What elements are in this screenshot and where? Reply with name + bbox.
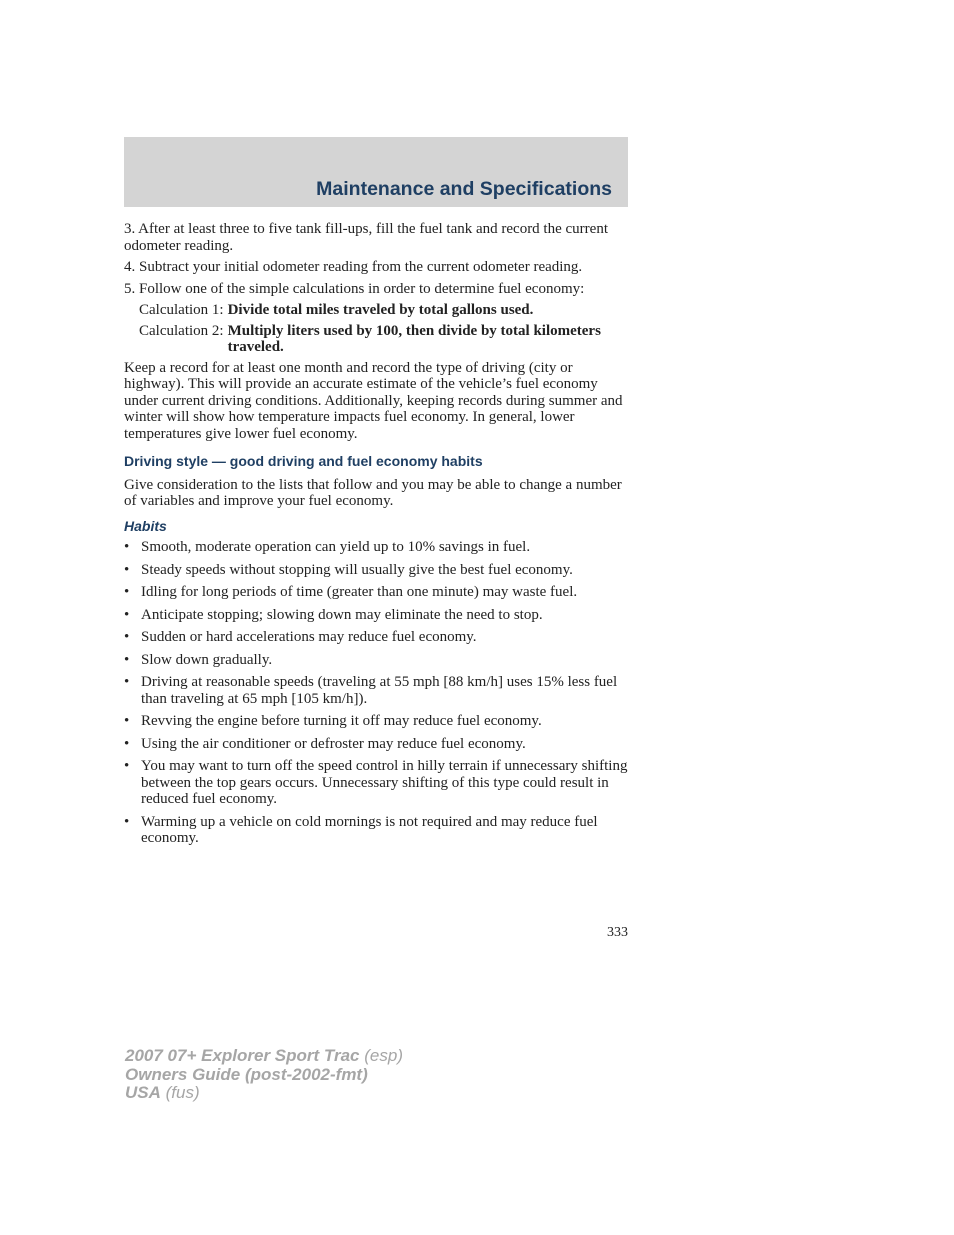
list-item [124, 736, 632, 753]
calculation-text: Multiply liters used by 100, then divide by total kilometers traveled. [227, 322, 601, 355]
list-item-text: You may want to turn off the speed control in hilly terrain if unnecessary shifting between the top gears occurs. Unnecessary shifting of this type could result in reduced fuel economy. [141, 758, 628, 807]
bullet-icon: • [124, 758, 130, 774]
footer-model: 2007 07+ Explorer Sport Trac [125, 1046, 360, 1065]
list-item [124, 713, 632, 730]
section-header-band [124, 137, 628, 207]
list-item-text: Idling for long periods of time (greater than one minute) may waste fuel. [141, 584, 578, 600]
bullet-icon: • [124, 629, 130, 645]
list-item-text: Steady speeds without stopping will usually give the best fuel economy. [141, 561, 573, 578]
list-item-text: Sudden or hard accelerations may reduce fuel economy. [141, 629, 477, 645]
section-intro: Give consideration to the lists that follow and you may be able to change a number of variables and improve your fuel economy. [124, 476, 622, 509]
step-5: 5. Follow one of the simple calculations in order to determine fuel economy: [124, 280, 585, 297]
footer-line-2 [125, 1066, 403, 1085]
list-item [124, 652, 632, 669]
calculation-text: Divide total miles traveled by total gallons used. [227, 302, 534, 318]
document-footer [125, 1047, 403, 1103]
footer-market: USA [125, 1083, 161, 1102]
list-item-text: Warming up a vehicle on cold mornings is not required and may reduce fuel economy. [141, 813, 598, 846]
list-item [124, 814, 632, 847]
footer-model-code: (esp) [364, 1046, 403, 1065]
list-item [124, 584, 632, 601]
bullet-icon: • [124, 606, 130, 623]
footer-market-code: (fus) [165, 1083, 200, 1102]
list-item [124, 562, 632, 579]
bullet-icon: • [124, 713, 130, 729]
page-number: 333 [607, 925, 628, 940]
bullet-icon: • [124, 584, 130, 600]
bullet-icon: • [124, 539, 130, 555]
step-4: 4. Subtract your initial odometer reading from the current odometer reading. [124, 259, 583, 275]
list-item-text: Revving the engine before turning it off may reduce fuel economy. [141, 713, 542, 729]
footer-guide: Owners Guide (post-2002-fmt) [125, 1064, 368, 1084]
list-item [124, 674, 632, 707]
list-item-text: Driving at reasonable speeds (traveling at 55 mph [88 km/h] uses 15% less fuel than traveling at 65 mph [105 km/h]). [141, 674, 618, 707]
list-item [124, 539, 632, 556]
bullet-icon: • [124, 651, 130, 668]
calculation-label: Calculation 1: [139, 302, 224, 318]
section-title: Maintenance and Specifications [316, 178, 612, 200]
list-item [124, 629, 632, 646]
bullet-icon: • [124, 561, 130, 578]
bullet-icon: • [124, 735, 130, 752]
calculation-2 [139, 323, 632, 356]
calculation-1 [139, 302, 632, 319]
record-paragraph: Keep a record for at least one month and record the type of driving (city or highway). This will provide an accurate estimate of the vehicle’s fuel economy under current driving conditions. Additionally, keeping records during summer and winter will show how temperature impacts fuel economy. In general, lower temperatures give lower fuel economy. [124, 359, 623, 442]
habits-heading: Habits [124, 517, 167, 534]
bullet-icon: • [124, 813, 130, 830]
list-item-text: Slow down gradually. [141, 651, 273, 668]
step-3: 3. After at least three to five tank fill-ups, fill the fuel tank and record the current odometer reading. [124, 221, 608, 254]
bullet-icon: • [124, 674, 130, 690]
list-item-text: Using the air conditioner or defroster may reduce fuel economy. [141, 735, 526, 752]
footer-line-1 [125, 1047, 403, 1066]
calculation-label: Calculation 2: [139, 322, 224, 339]
footer-line-3 [125, 1084, 403, 1103]
list-item-text: Smooth, moderate operation can yield up to 10% savings in fuel. [141, 539, 531, 555]
section-heading: Driving style — good driving and fuel economy habits [124, 453, 483, 469]
list-item-text: Anticipate stopping; slowing down may eliminate the need to stop. [141, 606, 543, 623]
list-item [124, 607, 632, 624]
habits-list [124, 539, 632, 847]
list-item [124, 758, 632, 808]
page-body [124, 221, 632, 853]
